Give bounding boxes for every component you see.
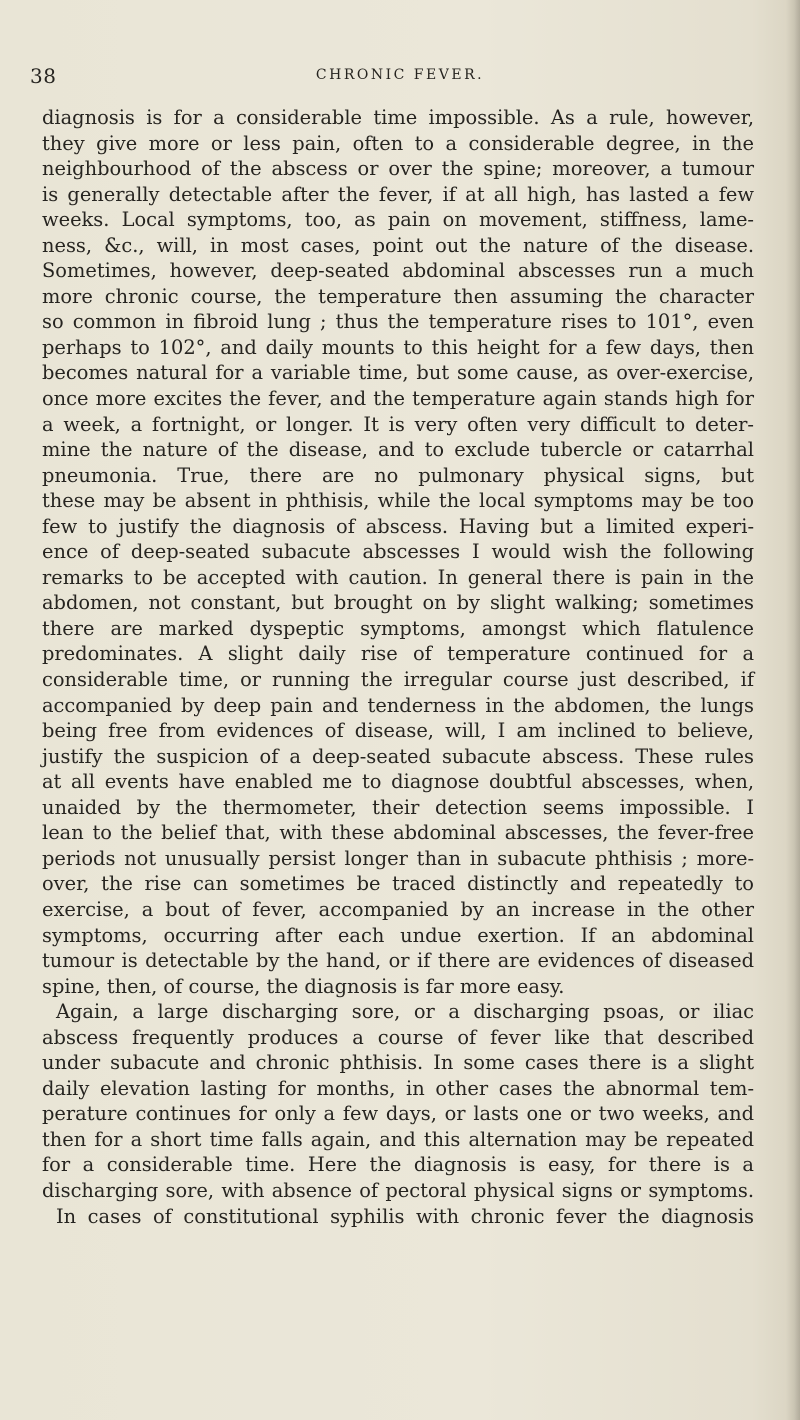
text-line: remarks to be accepted with caution. In general there is pain in the — [42, 565, 754, 589]
text-line: ence of deep-seated subacute abscesses I would wish the following — [42, 540, 754, 564]
text-line: weeks. Local symptoms, too, as pain on movement, stiffness, lame- — [42, 208, 754, 232]
text-line: periods not unusually persist longer than in subacute phthisis ; more- — [42, 846, 754, 870]
text-line: abdomen, not constant, but brought on by slight walking; sometimes — [42, 591, 754, 615]
text-line: a week, a fortnight, or longer. It is very often very difficult to deter- — [42, 412, 754, 436]
text-line: for a considerable time. Here the diagnosis is easy, for there is a — [42, 1153, 754, 1177]
page-header — [30, 64, 770, 88]
text-line: accompanied by deep pain and tenderness in the abdomen, the lungs — [42, 693, 754, 717]
text-line: In cases of constitutional syphilis with chronic fever the diagnosis — [56, 1204, 754, 1228]
text-line: Again, a large discharging sore, or a discharging psoas, or iliac — [56, 1000, 754, 1024]
text-line: mine the nature of the disease, and to exclude tubercle or catarrhal — [42, 438, 754, 462]
text-line: ness, &c., will, in most cases, point out the nature of the disease. — [42, 233, 754, 257]
text-line: neighbourhood of the abscess or over the spine; moreover, a tumour — [42, 157, 754, 181]
text-line: perhaps to 102°, and daily mounts to this height for a few days, then — [42, 335, 754, 359]
text-line: exercise, a bout of fever, accompanied by an increase in the other — [42, 897, 754, 921]
text-line: Sometimes, however, deep-seated abdominal abscesses run a much — [42, 259, 754, 283]
text-line: justify the suspicion of a deep-seated subacute abscess. These rules — [42, 744, 754, 768]
body-text — [42, 105, 754, 1229]
text-line: unaided by the thermometer, their detection seems impossible. I — [42, 795, 754, 819]
text-line: diagnosis is for a considerable time impossible. As a rule, however, — [42, 106, 754, 129]
text-line: pneumonia. True, there are no pulmonary physical signs, but — [42, 463, 754, 487]
text-line: symptoms, occurring after each undue exertion. If an abdominal — [42, 923, 754, 947]
running-title: CHRONIC FEVER. — [315, 67, 485, 83]
text-line: lean to the belief that, with these abdominal abscesses, the fever-free — [42, 821, 754, 845]
text-line: under subacute and chronic phthisis. In some cases there is a slight — [42, 1051, 754, 1075]
text-line: perature continues for only a few days, or lasts one or two weeks, and — [42, 1102, 754, 1126]
text-line: is generally detectable after the fever, if at all high, has lasted a few — [42, 182, 754, 206]
text-line: spine, then, of course, the diagnosis is far more easy. — [42, 974, 565, 998]
text-line: discharging sore, with absence of pectoral physical signs or symptoms. — [42, 1178, 754, 1202]
text-line: becomes natural for a variable time, but some cause, as over-exercise, — [42, 361, 754, 385]
text-line: there are marked dyspeptic symptoms, amongst which flatulence — [42, 616, 754, 640]
text-line: daily elevation lasting for months, in other cases the abnormal tem- — [42, 1076, 754, 1100]
text-line: once more excites the fever, and the temperature again stands high for — [42, 387, 754, 411]
page-number: 38 — [30, 64, 57, 88]
text-line: so common in fibroid lung ; thus the temperature rises to 101°, even — [42, 310, 754, 334]
text-line: few to justify the diagnosis of abscess. Having but a limited experi- — [42, 514, 754, 538]
text-line: they give more or less pain, often to a considerable degree, in the — [42, 131, 754, 155]
text-line: considerable time, or running the irregular course just described, if — [42, 668, 754, 692]
text-line: predominates. A slight daily rise of temperature continued for a — [42, 642, 754, 666]
text-line: over, the rise can sometimes be traced distinctly and repeatedly to — [42, 872, 754, 896]
text-line: these may be absent in phthisis, while the local symptoms may be too — [42, 489, 754, 513]
text-line: at all events have enabled me to diagnose doubtful abscesses, when, — [42, 770, 754, 794]
text-line: abscess frequently produces a course of fever like that described — [42, 1025, 754, 1049]
page-edge-shadow — [786, 0, 800, 1420]
text-line: tumour is detectable by the hand, or if there are evidences of diseased — [42, 949, 754, 973]
text-line: then for a short time falls again, and this alternation may be repeated — [42, 1127, 754, 1151]
text-line: more chronic course, the temperature then assuming the character — [42, 284, 754, 308]
text-line: being free from evidences of disease, will, I am inclined to believe, — [42, 719, 754, 743]
